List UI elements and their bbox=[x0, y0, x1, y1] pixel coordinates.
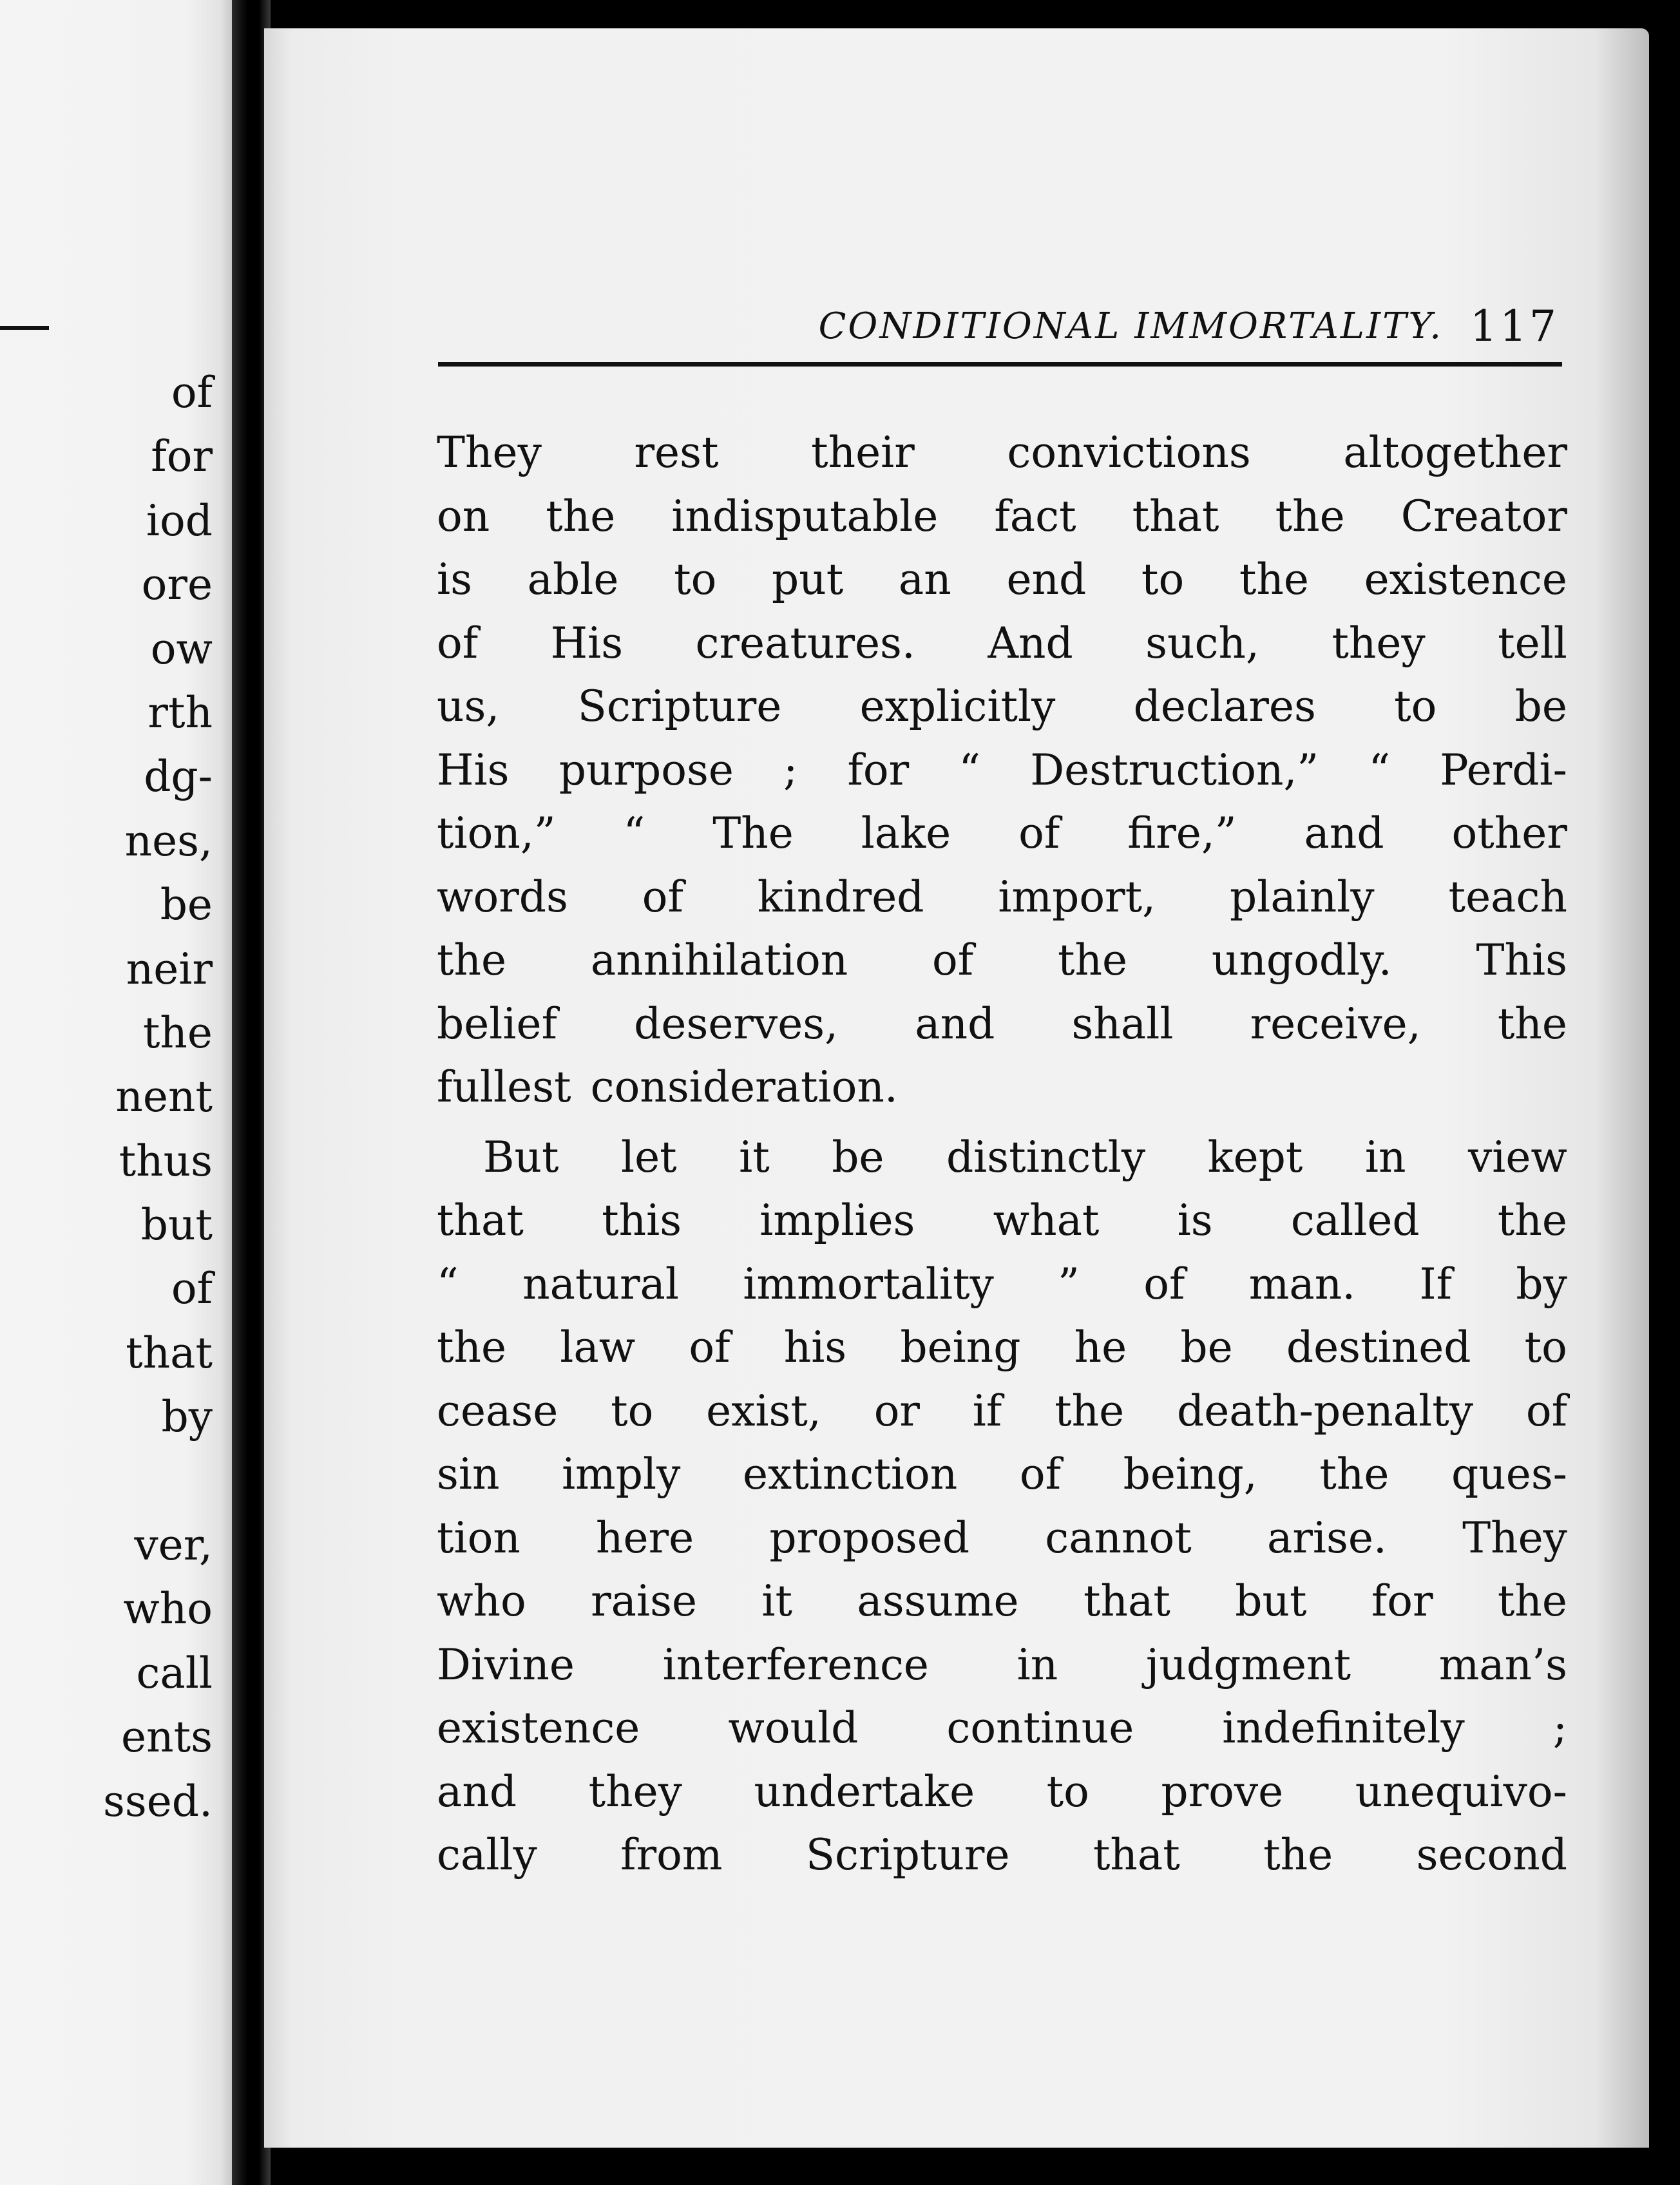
running-head bbox=[444, 286, 1565, 363]
left-line-blank bbox=[0, 1449, 213, 1513]
header-rule bbox=[438, 362, 1562, 367]
text-line: of His creatures. And such, they tell bbox=[437, 618, 1567, 668]
text-line: existence would continue indefinitely ; bbox=[437, 1703, 1567, 1753]
left-line: of bbox=[171, 1264, 213, 1314]
left-line: who bbox=[123, 1584, 213, 1634]
book-page bbox=[264, 28, 1649, 2148]
left-line: the bbox=[142, 1007, 213, 1058]
text-line: cally from Scripture that the second bbox=[437, 1830, 1567, 1880]
left-line: nes, bbox=[124, 816, 213, 866]
text-line: belief deserves, and shall receive, the bbox=[437, 998, 1567, 1049]
left-page-fragment bbox=[0, 0, 232, 2185]
left-line: ore bbox=[141, 560, 213, 610]
text-line: that this implies what is called the bbox=[437, 1196, 1567, 1245]
text-line: us, Scripture explicitly declares to be bbox=[437, 682, 1567, 731]
text-line: who raise it assume that but for the bbox=[437, 1576, 1567, 1626]
text-line: They rest their convictions altogether bbox=[437, 428, 1567, 477]
left-line: ow bbox=[150, 624, 213, 674]
text-line: the annihilation of the ungodly. This bbox=[437, 935, 1567, 985]
left-line: that bbox=[126, 1328, 213, 1378]
left-line: iod bbox=[146, 495, 213, 546]
body-text bbox=[437, 421, 1567, 1887]
left-line: neir bbox=[126, 944, 213, 994]
left-page-header-rule bbox=[0, 326, 49, 330]
left-line: by bbox=[161, 1392, 213, 1442]
text-line: “ natural immortality ” of man. If by bbox=[437, 1259, 1567, 1309]
text-line: the law of his being he be destined to bbox=[437, 1322, 1567, 1372]
left-line: call bbox=[136, 1648, 213, 1698]
text-line: fullest consideration. bbox=[437, 1062, 898, 1112]
left-line: dg- bbox=[144, 752, 213, 802]
paragraph bbox=[437, 421, 1567, 1120]
left-line: of bbox=[171, 368, 213, 417]
text-line: But let it be distinctly kept in view bbox=[483, 1132, 1567, 1182]
text-line: His purpose ; for “ Destruction,” “ Perdi- bbox=[437, 745, 1567, 795]
left-line: nent bbox=[115, 1072, 213, 1122]
text-line: on the indisputable fact that the Creator bbox=[437, 491, 1567, 541]
left-line: ents bbox=[121, 1712, 213, 1762]
left-line: ver, bbox=[134, 1520, 213, 1570]
text-line: tion here proposed cannot arise. They bbox=[437, 1512, 1567, 1563]
left-line: rth bbox=[148, 687, 213, 738]
page-number: 117 bbox=[1470, 301, 1559, 351]
text-line: words of kindred import, plainly teach bbox=[437, 872, 1567, 922]
left-line: be bbox=[160, 880, 213, 930]
left-line: thus bbox=[119, 1136, 213, 1186]
left-line: but bbox=[140, 1200, 213, 1250]
text-line: Divine interference in judgment man’s bbox=[437, 1639, 1567, 1690]
text-line: cease to exist, or if the death-penalty of bbox=[437, 1386, 1567, 1436]
text-line: and they undertake to prove unequivo- bbox=[437, 1766, 1567, 1817]
text-line: sin imply extinction of being, the ques- bbox=[437, 1449, 1567, 1499]
text-line: tion,” “ The lake of fire,” and other bbox=[437, 808, 1567, 858]
left-page-text bbox=[0, 361, 213, 1833]
running-title: CONDITIONAL IMMORTALITY. bbox=[818, 305, 1443, 347]
paragraph bbox=[437, 1126, 1567, 1887]
left-line: ssed. bbox=[102, 1776, 213, 1826]
text-line: is able to put an end to the existence bbox=[437, 555, 1567, 604]
left-line: for bbox=[151, 432, 213, 482]
